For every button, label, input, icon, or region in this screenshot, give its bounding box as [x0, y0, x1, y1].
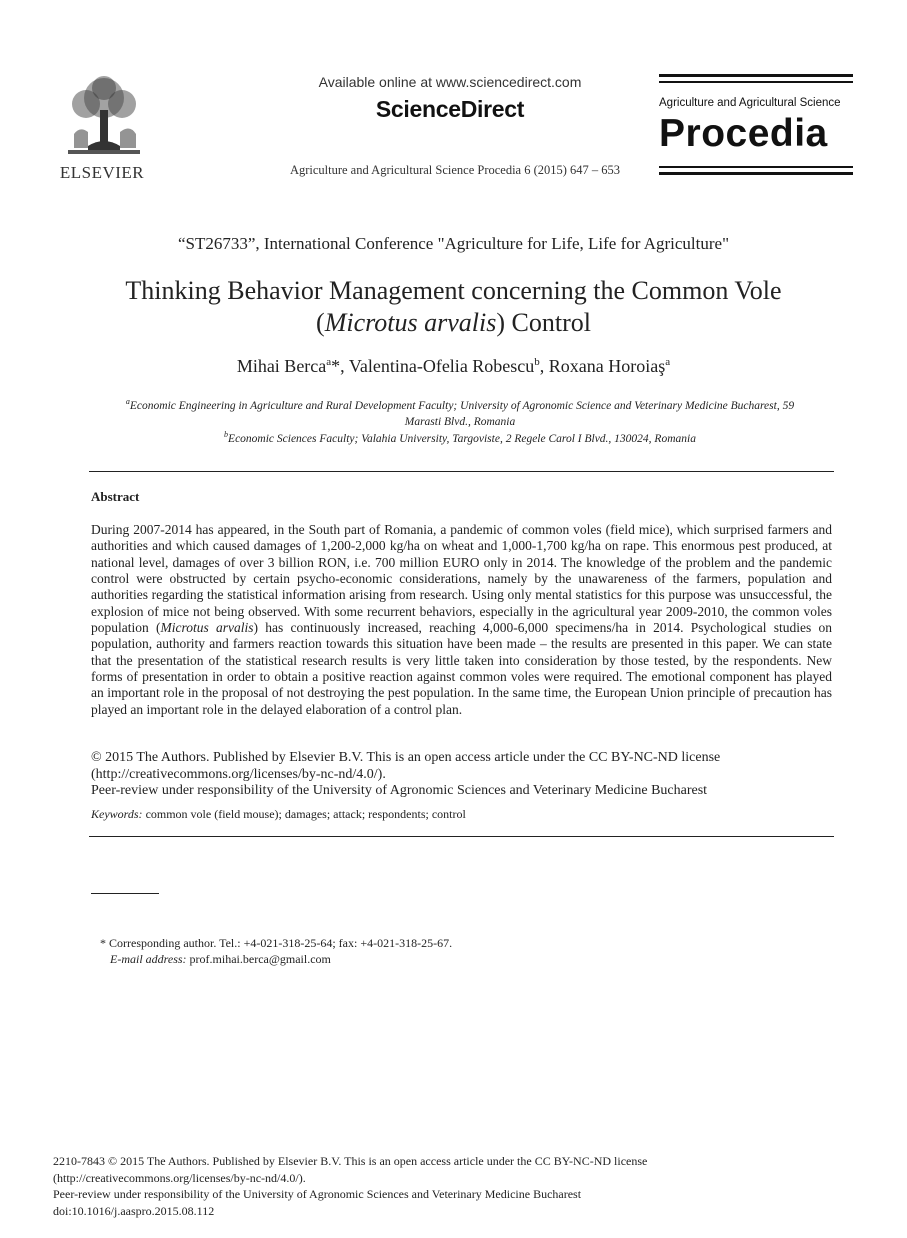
- procedia-title: Procedia: [659, 112, 828, 155]
- affil-a-sup: a: [125, 397, 130, 406]
- author-separator: ,: [539, 356, 549, 376]
- footnote-marker: *: [100, 936, 109, 950]
- author-affil-sup: a: [326, 356, 332, 368]
- elsevier-wordmark: ELSEVIER: [59, 163, 145, 182]
- title-rest: ) Control: [496, 308, 591, 337]
- footer-license-link[interactable]: (http://creativecommons.org/licenses/by-nc-nd/4.0/).: [53, 1170, 306, 1185]
- title-line-1: Thinking Behavior Management concerning the Common Vole: [125, 276, 782, 305]
- abstract-species: Microtus arvalis: [160, 620, 254, 636]
- affil-a-line2: Marasti Blvd., Romania: [404, 415, 516, 428]
- conference-name: “ST26733”, International Conference "Agriculture for Life, Life for Agriculture": [177, 234, 730, 253]
- paper-title: [60, 275, 847, 339]
- keywords-label: Keywords:: [91, 807, 143, 821]
- available-online-text: Available online at www.sciencedirect.com: [318, 74, 582, 90]
- elsevier-tree-icon: [58, 74, 150, 156]
- abstract-text-2: ) has continuously increased, reaching 4,000-6,000 specimens/ha in 2014. Psychological studies on population, authority and farmers reaction towards this situation have been made – the results are presented in this paper. We can state that the presentation of the statistical research results is very little taken into consideration by those tested, by the respondents. New forms of presentation in order to obtain a positive reaction against common voles were required. The emotional component has played an important role in the proposal of not destroying the pest population. In the same time, the European Union principle of precaution has played an important role in the delayed elaboration of a control plan.: [91, 620, 832, 717]
- footer-peer-review: Peer-review under responsibility of the University of Agronomic Sciences and Veterinary Medicine Bucharest: [53, 1187, 582, 1201]
- author-list: [60, 356, 847, 377]
- affil-b-text: Economic Sciences Faculty; Valahia University, Targoviste, 2 Regele Carol I Blvd., 130024, Romania: [228, 432, 696, 445]
- divider-top: [89, 471, 834, 472]
- title-species: Microtus arvalis: [324, 308, 497, 337]
- author-affil-sup: b: [534, 356, 540, 368]
- corresponding-footnote: [100, 935, 452, 967]
- footnote-contact: Corresponding author. Tel.: +4-021-318-25-64; fax: +4-021-318-25-67.: [109, 936, 453, 950]
- footer-issn-license: 2210-7843 © 2015 The Authors. Published by Elsevier B.V. This is an open access article under the CC BY-NC-ND license: [53, 1154, 648, 1168]
- author-name: Roxana Horoiaş: [548, 356, 666, 376]
- email-address[interactable]: prof.mihai.berca@gmail.com: [186, 952, 331, 966]
- sciencedirect-brand: ScienceDirect: [375, 96, 525, 122]
- abstract-heading: Abstract: [91, 489, 140, 504]
- title-line-2: [60, 307, 847, 339]
- author-name: Valentina-Ofelia Robescu: [348, 356, 535, 376]
- affil-b-sup: b: [224, 430, 229, 439]
- page-footer: [53, 1153, 853, 1219]
- author-name: Mihai Berca: [236, 356, 327, 376]
- keywords: [91, 807, 466, 822]
- procedia-top-rule-2: [659, 81, 853, 83]
- footer-doi[interactable]: doi:10.1016/j.aaspro.2015.08.112: [53, 1203, 215, 1218]
- procedia-logo: [659, 74, 853, 178]
- keywords-text: common vole (field mouse); damages; attack; respondents; control: [142, 807, 466, 821]
- procedia-top-rule: [659, 74, 853, 77]
- author-affil-sup: a: [665, 356, 671, 368]
- email-label: E-mail address:: [110, 952, 187, 966]
- affil-a-line1: Economic Engineering in Agriculture and Rural Development Faculty; University of Agronomic Science and Veterinary Medicine Bucharest, 59: [129, 399, 795, 412]
- license-line-1: © 2015 The Authors. Published by Elsevier B.V. This is an open access article under the CC BY-NC-ND license: [91, 750, 721, 765]
- peer-review-line: Peer-review under responsibility of the University of Agronomic Sciences and Veterinary Medicine Bucharest: [91, 783, 708, 798]
- elsevier-logo: [52, 74, 152, 182]
- author-separator: ,: [340, 356, 349, 376]
- corresponding-mark: *: [331, 356, 341, 376]
- abstract-text-1: During 2007-2014 has appeared, in the South part of Romania, a pandemic of common voles (field mice), which surprised farmers and authorities and which caused damages of 1,200-2,000 kg/ha on wheat and 1,000-1,700 kg/ha on rape. This enormous pest produced, at national level, damages of over 3 billion RON, i.e. 700 million EURO only in 2014. The knowledge of the problem and the pandemic control were obstructed by certain psycho-economic considerations, namely by the unawareness of the farmers, population and authorities regarding the statistical information arising from research. Using only mental statistics for this purpose was unsuccessful, the explosion of mice not being observed. With some recurrent behaviors, especially in the agricultural year 2009-2010, the common voles population (: [91, 522, 832, 636]
- divider-bottom: [89, 836, 834, 837]
- license-statement: [91, 750, 832, 800]
- journal-citation: Agriculture and Agricultural Science Procedia 6 (2015) 647 – 653: [289, 163, 621, 177]
- procedia-bottom-rule: [659, 166, 853, 168]
- license-link[interactable]: (http://creativecommons.org/licenses/by-nc-nd/4.0/).: [91, 766, 386, 782]
- title-paren: (: [316, 308, 325, 337]
- footnote-rule: [91, 893, 159, 894]
- affiliation-b: [80, 427, 840, 447]
- procedia-subtitle: Agriculture and Agricultural Science: [659, 97, 841, 109]
- affiliation-a: [80, 394, 840, 430]
- procedia-bottom-rule-2: [659, 172, 853, 175]
- abstract-body: [91, 522, 832, 718]
